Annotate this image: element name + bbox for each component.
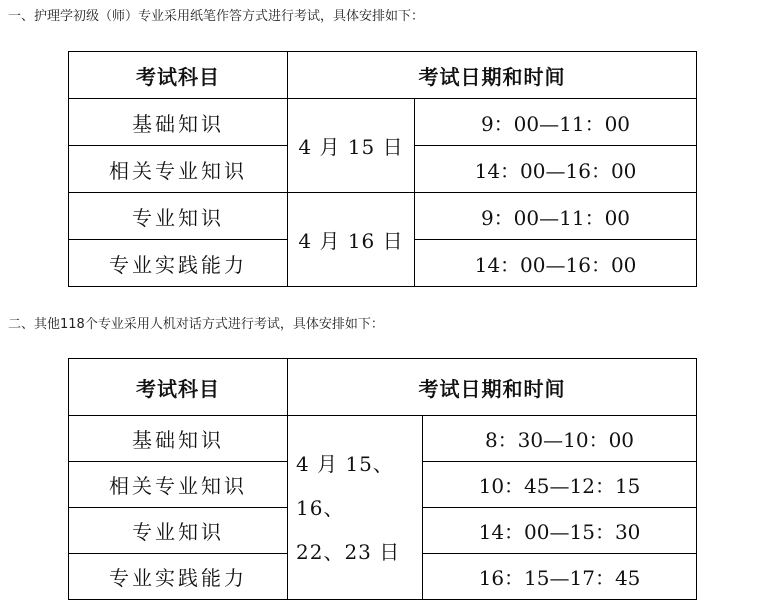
subject-cell: 专业实践能力 [69, 240, 288, 287]
exam-schedule-table-paper [68, 51, 697, 287]
section2-intro: 二、其他118个专业采用人机对话方式进行考试，具体安排如下： [8, 317, 384, 332]
subject-cell: 专业实践能力 [69, 554, 288, 600]
header-datetime: 考试日期和时间 [288, 359, 697, 416]
date-cell: 4 月 15 日 [288, 99, 415, 193]
time-cell: 14：00—15：30 [423, 508, 697, 554]
subject-cell: 相关专业知识 [69, 462, 288, 508]
table-header-row [69, 52, 697, 99]
section1-intro: 一、护理学初级（师）专业采用纸笔作答方式进行考试，具体安排如下： [8, 9, 425, 24]
time-cell: 9：00—11：00 [415, 193, 697, 240]
date-cell [288, 416, 423, 600]
exam-schedule-table-computer [68, 358, 697, 600]
subject-cell: 基础知识 [69, 99, 288, 146]
table-row [69, 99, 697, 146]
header-subject: 考试科目 [69, 359, 288, 416]
time-cell: 14：00—16：00 [415, 240, 697, 287]
table-row [69, 193, 697, 240]
subject-cell: 相关专业知识 [69, 146, 288, 193]
header-subject: 考试科目 [69, 52, 288, 99]
date-line: 4 月 15、16、 [296, 451, 394, 520]
subject-cell: 基础知识 [69, 416, 288, 462]
time-cell: 14：00—16：00 [415, 146, 697, 193]
time-cell: 8：30—10：00 [423, 416, 697, 462]
time-cell: 10：45—12：15 [423, 462, 697, 508]
header-datetime: 考试日期和时间 [288, 52, 697, 99]
table-row [69, 416, 697, 462]
date-line: 22、23 日 [296, 539, 401, 564]
table-header-row [69, 359, 697, 416]
time-cell: 9：00—11：00 [415, 99, 697, 146]
time-cell: 16：15—17：45 [423, 554, 697, 600]
subject-cell: 专业知识 [69, 508, 288, 554]
date-cell: 4 月 16 日 [288, 193, 415, 287]
subject-cell: 专业知识 [69, 193, 288, 240]
